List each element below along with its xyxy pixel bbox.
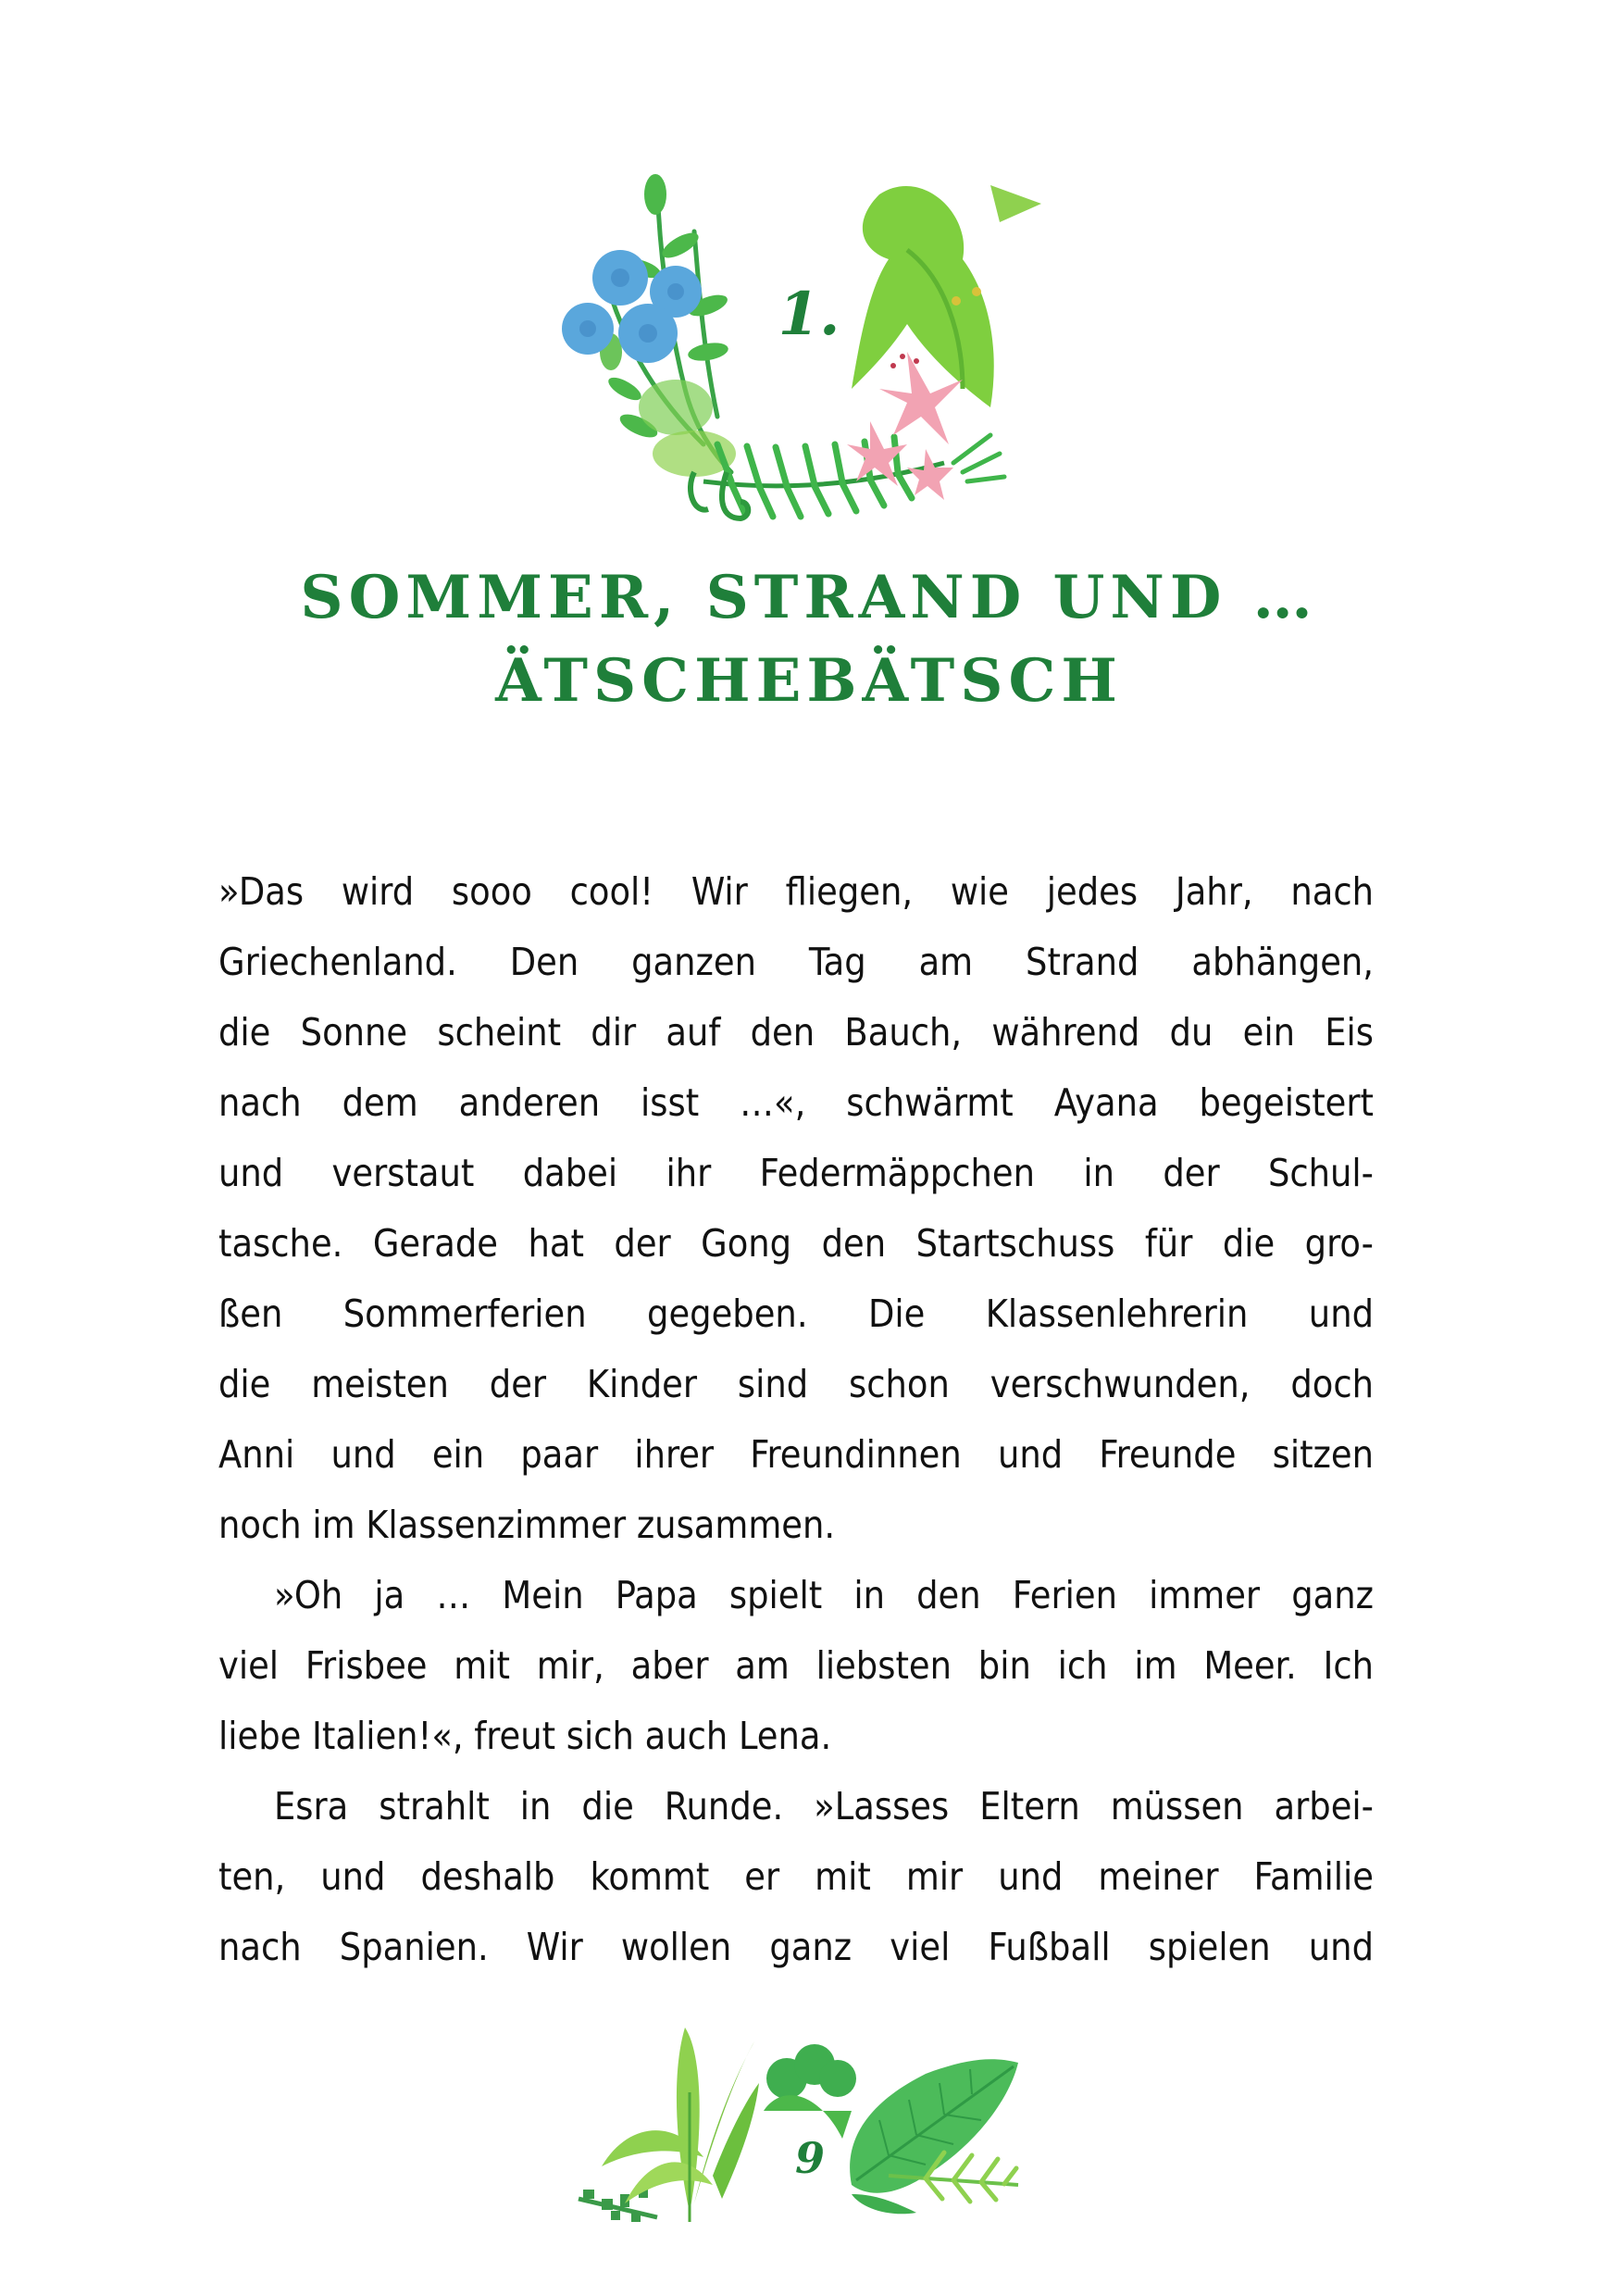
text-line: nach dem anderen isst …«, schwärmt Ayana begeistert (218, 1080, 1374, 1125)
text-line: die meisten der Kinder sind schon verschwunden, doch (218, 1362, 1374, 1406)
chapter-title-line-2: ÄTSCHEBÄTSCH (495, 646, 1123, 716)
chapter-title-line-1: SOMMER, STRAND UND … (300, 563, 1318, 632)
text-line: nach Spanien. Wir wollen ganz viel Fußball spielen und (218, 1925, 1374, 1969)
text-line: »Das wird sooo cool! Wir fliegen, wie jedes Jahr, nach (218, 869, 1374, 914)
text-line: Griechenland. Den ganzen Tag am Strand abhängen, (218, 940, 1374, 984)
text-line: liebe Italien!«, freut sich auch Lena. (218, 1714, 832, 1758)
chapter-number: 1. (778, 280, 840, 349)
text-line: »Oh ja … Mein Papa spielt in den Ferien immer ganz (274, 1573, 1374, 1617)
foliage-ornament-icon (574, 2000, 1055, 2231)
text-line: tasche. Gerade hat der Gong den Startschuss für die gro- (218, 1221, 1374, 1266)
text-line: die Sonne scheint dir auf den Bauch, während du ein Eis (218, 1010, 1374, 1054)
text-line: Anni und ein paar ihrer Freundinnen und Freunde sitzen (218, 1432, 1374, 1477)
page-number: 9 (794, 2133, 825, 2183)
text-line: ten, und deshalb kommt er mit mir und meiner Familie (218, 1854, 1374, 1899)
text-line: ßen Sommerferien gegeben. Die Klassenlehrerin und (218, 1292, 1374, 1336)
text-line: Esra strahlt in die Runde. »Lasses Eltern müssen arbei- (274, 1784, 1374, 1828)
chapter-body-text (218, 856, 1374, 1982)
text-line: und verstaut dabei ihr Federmäppchen in der Schul- (218, 1151, 1374, 1195)
text-line: noch im Klassenzimmer zusammen. (218, 1503, 836, 1547)
text-line: viel Frisbee mit mir, aber am liebsten bin ich im Meer. Ich (218, 1643, 1374, 1688)
